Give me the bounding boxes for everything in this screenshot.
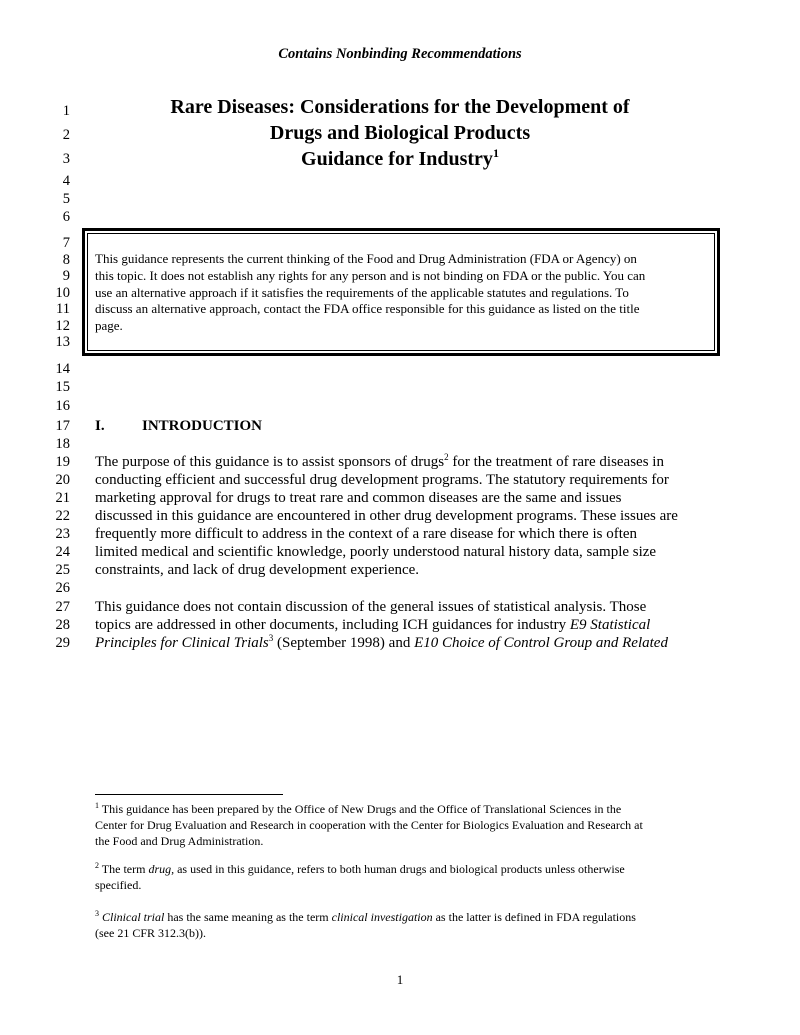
line-number: 28 [55, 617, 70, 633]
footnote-term-italic: drug, [148, 862, 175, 876]
disclaimer-line: page. [95, 318, 123, 333]
line-number: 16 [55, 398, 70, 414]
line-number: 23 [55, 526, 70, 542]
footnote-text: has the same meaning as the term [164, 910, 332, 924]
body-line-20: conducting efficient and successful drug development programs. The statutory requirements for [95, 472, 669, 488]
footnote-2-line-1 [95, 862, 625, 877]
line-number: 29 [55, 635, 70, 651]
line-number: 8 [62, 252, 70, 268]
footnote-marker: 2 [95, 861, 99, 870]
section-title: INTRODUCTION [142, 418, 263, 434]
footnote-3-line-2: (see 21 CFR 312.3(b)). [95, 926, 206, 940]
body-line-29 [95, 635, 668, 652]
document-title-italic: E10 Choice of Control Group and Related [414, 635, 668, 651]
disclaimer-line: This guidance represents the current thinking of the Food and Drug Administration (FDA or Agency) on [95, 251, 637, 266]
footnote-text: as the latter is defined in FDA regulations [432, 910, 636, 924]
footnote-term-italic: Clinical trial [99, 910, 165, 924]
line-number: 13 [55, 334, 70, 350]
line-number: 25 [55, 562, 70, 578]
line-number: 27 [55, 599, 70, 615]
footnote-text: This guidance has been prepared by the Office of New Drugs and the Office of Translational Sciences in the [99, 802, 622, 816]
title-line-3 [85, 148, 715, 171]
line-number: 9 [62, 268, 70, 284]
footnote-1-line-2: Center for Drug Evaluation and Research in cooperation with the Center for Biologics Evaluation and Research at [95, 818, 643, 832]
footnote-ref-3[interactable]: 3 [268, 633, 274, 643]
line-number: 10 [55, 285, 70, 301]
line-number: 24 [55, 544, 70, 560]
body-text: topics are addressed in other documents, including ICH guidances for industry [95, 617, 570, 633]
line-number: 11 [56, 301, 70, 317]
line-number: 22 [55, 508, 70, 524]
disclaimer-line: this topic. It does not establish any rights for any person and is not binding on FDA or the public. You can [95, 268, 646, 283]
document-title-italic: Principles for Clinical Trials [95, 635, 269, 651]
line-number: 19 [55, 454, 70, 470]
body-line-25: constraints, and lack of drug development experience. [95, 562, 420, 578]
line-number: 20 [55, 472, 70, 488]
footnote-3-line-1 [95, 910, 636, 925]
body-line-19 [95, 454, 664, 471]
line-number: 17 [55, 418, 70, 434]
title-line-2: Drugs and Biological Products [269, 122, 531, 144]
line-number: 5 [62, 191, 70, 207]
page-header: Contains Nonbinding Recommendations [278, 46, 522, 62]
line-number: 15 [55, 379, 70, 395]
line-number: 18 [55, 436, 70, 452]
line-number: 1 [62, 103, 70, 119]
footnote-ref-2[interactable]: 2 [444, 452, 449, 462]
body-line-27: This guidance does not contain discussion of the general issues of statistical analysis. Those [95, 599, 647, 615]
body-line-28 [95, 617, 650, 634]
body-text: for the treatment of rare diseases in [448, 454, 664, 470]
footnote-text: as used in this guidance, refers to both human drugs and biological products unless otherwise [174, 862, 625, 876]
footnote-marker: 1 [95, 801, 99, 810]
footnote-marker: 3 [95, 909, 99, 918]
line-number: 26 [55, 580, 70, 596]
title-line-3-text: Guidance for Industry [301, 148, 493, 170]
body-text: The purpose of this guidance is to assist sponsors of drugs [95, 454, 445, 470]
line-number: 12 [55, 318, 70, 334]
footnote-ref-1[interactable]: 1 [492, 146, 499, 160]
body-line-21: marketing approval for drugs to treat rare and common diseases are the same and issues [95, 490, 622, 506]
footnote-1-line-1 [95, 802, 621, 817]
footnote-term-italic: clinical investigation [331, 910, 433, 924]
section-number: I. [95, 418, 105, 434]
line-number: 3 [62, 151, 70, 167]
footnote-separator [95, 794, 283, 795]
body-text: (September 1998) and [273, 635, 415, 651]
page-number: 1 [396, 972, 404, 987]
body-line-22: discussed in this guidance are encountered in other drug development programs. These issues are [95, 508, 678, 524]
footnote-text: The term [99, 862, 149, 876]
body-line-24: limited medical and scientific knowledge, poorly understood natural history data, sample size [95, 544, 657, 560]
footnote-2-line-2: specified. [95, 878, 142, 892]
line-number: 2 [62, 127, 70, 143]
line-number: 4 [62, 173, 70, 189]
line-number: 6 [62, 209, 70, 225]
footnote-1-line-3: the Food and Drug Administration. [95, 834, 264, 848]
document-title-italic: E9 Statistical [569, 617, 651, 633]
disclaimer-line: use an alternative approach if it satisfies the requirements of the applicable statutes and regulations. To [95, 285, 629, 300]
line-number: 14 [55, 361, 70, 377]
disclaimer-line: discuss an alternative approach, contact the FDA office responsible for this guidance as listed on the title [95, 301, 640, 316]
line-number: 7 [62, 235, 70, 251]
body-line-23: frequently more difficult to address in the context of a rare disease for which there is often [95, 526, 638, 542]
title-line-1: Rare Diseases: Considerations for the Development of [170, 96, 630, 118]
line-number: 21 [55, 490, 70, 506]
